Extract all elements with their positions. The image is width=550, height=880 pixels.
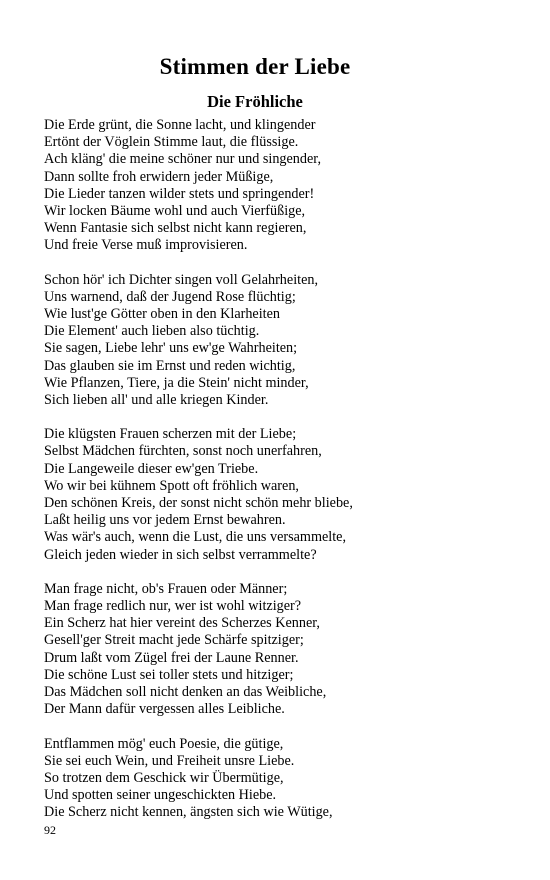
poem-title: Stimmen der Liebe — [159, 54, 351, 79]
verse-line: Gesell'ger Streit macht jede Schärfe spitziger; — [44, 632, 304, 649]
verse-line: Ertönt der Vöglein Stimme laut, die flüssige. — [44, 134, 299, 151]
verse-line: Das glauben sie im Ernst und reden wichtig, — [44, 357, 296, 374]
verse-line: Entflammen mög' euch Poesie, die gütige, — [44, 735, 284, 752]
verse-line: Drum laßt vom Zügel frei der Laune Renner. — [44, 649, 299, 666]
stanza — [44, 736, 514, 822]
verse-line: Wo wir bei kühnem Spott oft fröhlich waren, — [44, 477, 299, 494]
verse-line: Ein Scherz hat hier vereint des Scherzes Kenner, — [44, 615, 320, 632]
verse-line: Den schönen Kreis, der sonst nicht schön mehr bliebe, — [44, 495, 353, 512]
verse-line: Schon hör' ich Dichter singen voll Gelahrheiten, — [44, 271, 319, 288]
verse-line: Die Element' auch lieben also tüchtig. — [44, 323, 260, 340]
stanza — [44, 272, 514, 410]
verse-line: Sie sei euch Wein, und Freiheit unsre Liebe. — [44, 752, 295, 769]
verse-line: Laßt heilig uns vor jedem Ernst bewahren. — [44, 512, 286, 529]
page-number: 92 — [44, 823, 56, 837]
verse-line: Uns warnend, daß der Jugend Rose flüchtig; — [44, 288, 296, 305]
verse-line: Wie lust'ge Götter oben in den Klarheiten — [44, 306, 281, 323]
verse-line: Man frage redlich nur, wer ist wohl witziger? — [44, 598, 302, 615]
stanza — [44, 426, 514, 564]
verse-line: Gleich jeden wieder in sich selbst verrammelte? — [44, 546, 317, 563]
verse-line: Die Scherz nicht kennen, ängsten sich wie Wütige, — [44, 804, 333, 821]
verse-line: Wenn Fantasie sich selbst nicht kann regieren, — [44, 220, 307, 237]
verse-line: So trotzen dem Geschick wir Übermütige, — [44, 769, 284, 786]
verse-line: Selbst Mädchen fürchten, sonst noch unerfahren, — [44, 443, 322, 460]
verse-line: Der Mann dafür vergessen alles Leibliche. — [44, 701, 285, 718]
verse-line: Dann sollte froh erwidern jeder Müßige, — [44, 168, 274, 185]
verse-line: Und spotten seiner ungeschickten Hiebe. — [44, 787, 277, 804]
verse-line: Die Langeweile dieser ew'gen Triebe. — [44, 460, 259, 477]
verse-line: Die klügsten Frauen scherzen mit der Liebe; — [44, 426, 297, 443]
poem-subtitle: Die Fröhliche — [207, 92, 303, 111]
verse-line: Wir locken Bäume wohl und auch Vierfüßige, — [44, 203, 306, 220]
verse-line: Und freie Verse muß improvisieren. — [44, 237, 248, 254]
verse-line: Wie Pflanzen, Tiere, ja die Stein' nicht minder, — [44, 374, 309, 391]
verse-line: Sich lieben all' und alle kriegen Kinder. — [44, 392, 269, 409]
verse-line: Die Erde grünt, die Sonne lacht, und klingender — [44, 117, 316, 133]
verse-line: Ach kläng' die meine schöner nur und singender, — [44, 151, 321, 168]
verse-line: Was wär's auch, wenn die Lust, die uns versammelte, — [44, 529, 347, 546]
verse-line: Sie sagen, Liebe lehr' uns ew'ge Wahrheiten; — [44, 340, 298, 357]
poem-body — [44, 117, 514, 839]
verse-line: Die Lieder tanzen wilder stets und springender! — [44, 185, 315, 202]
verse-line: Man frage nicht, ob's Frauen oder Männer; — [44, 580, 288, 597]
stanza — [44, 117, 514, 255]
verse-line: Die schöne Lust sei toller stets und hitziger; — [44, 666, 294, 683]
stanza — [44, 581, 514, 719]
verse-line: Das Mädchen soll nicht denken an das Weibliche, — [44, 684, 327, 701]
